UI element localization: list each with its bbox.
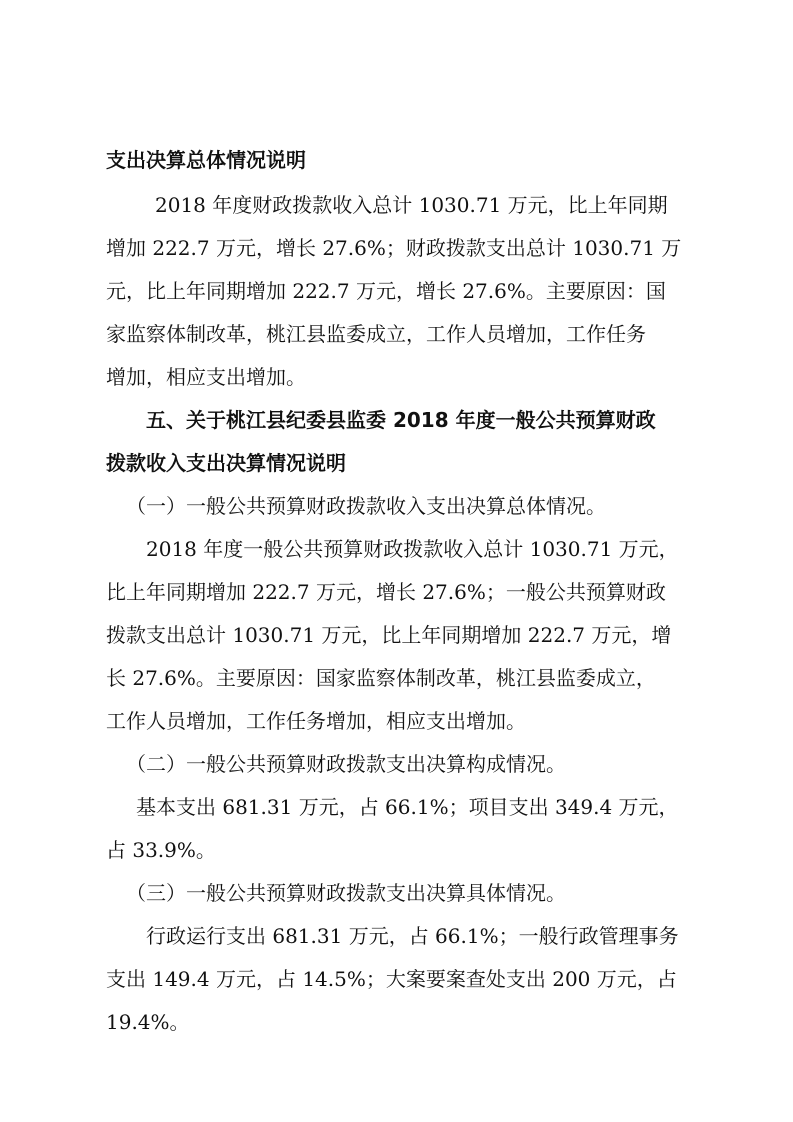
paragraph-text: 支出 149.4 万元，占 14.5%；大案要案查处支出 200 万元，占 [106,967,677,991]
paragraph-text: 增加 222.7 万元，增长 27.6%；财政拨款支出总计 1030.71 万 [106,236,682,260]
paragraph-text: 2018 年度财政拨款收入总计 1030.71 万元，比上年同期 [155,193,668,217]
section-heading-text: 拨款收入支出决算情况说明 [106,451,346,475]
paragraph-text: 行政运行支出 681.31 万元，占 66.1%；一般行政管理事务 [146,924,679,948]
paragraph-text: 基本支出 681.31 万元，占 66.1%；项目支出 349.4 万元， [136,795,679,819]
paragraph-text: 长 27.6%。主要原因：国家监察体制改革，桃江县监委成立， [106,666,656,690]
subsection-title: （三）一般公共预算财政拨款支出决算具体情况。 [126,881,566,905]
section-heading-text: 五、关于桃江县纪委县监委 2018 年度一般公共预算财政 [146,408,656,432]
paragraph-text: 拨款支出总计 1030.71 万元，比上年同期增加 222.7 万元，增 [106,623,672,647]
paragraph-text: 增加，相应支出增加。 [106,365,306,389]
subsection-title: （一）一般公共预算财政拨款收入支出决算总体情况。 [126,494,606,518]
paragraph-text: 19.4%。 [106,1010,190,1034]
subsection-title: （二）一般公共预算财政拨款支出决算构成情况。 [126,752,566,776]
paragraph-text: 元，比上年同期增加 222.7 万元，增长 27.6%。主要原因：国 [106,279,666,303]
paragraph-text: 2018 年度一般公共预算财政拨款收入总计 1030.71 万元， [146,537,679,561]
heading-text: 支出决算总体情况说明 [106,148,306,172]
paragraph-text: 工作人员增加，工作任务增加，相应支出增加。 [106,709,526,733]
paragraph-text: 家监察体制改革，桃江县监委成立，工作人员增加，工作任务 [106,322,646,346]
paragraph-text: 比上年同期增加 222.7 万元，增长 27.6%；一般公共预算财政 [106,580,666,604]
paragraph-text: 占 33.9%。 [106,838,216,862]
